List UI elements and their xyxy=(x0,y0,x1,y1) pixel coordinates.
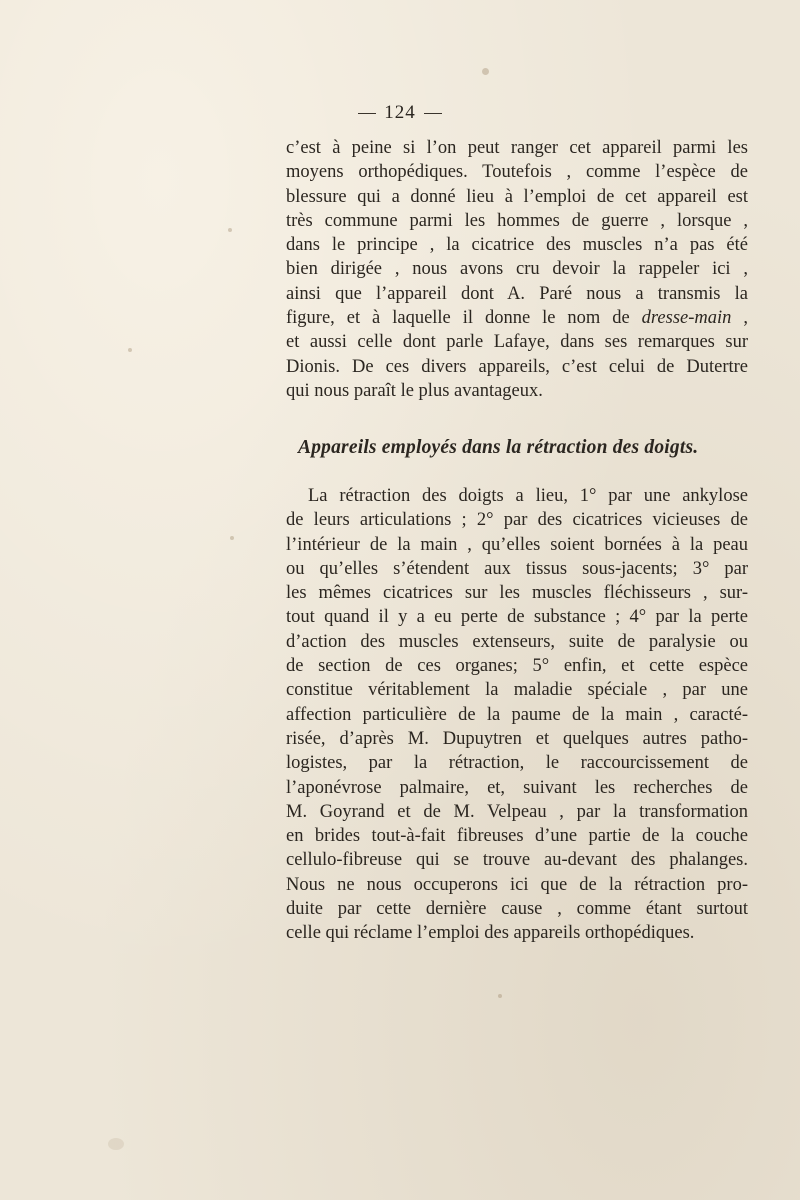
section-heading: Appareils employés dans la rétraction des doigts. xyxy=(298,437,699,458)
text-line: duite par cette dernière cause , comme étant surtout xyxy=(286,899,748,920)
italic-term: dresse-main xyxy=(641,308,732,329)
text-line: Nous ne nous occuperons ici que de la rétraction pro- xyxy=(286,874,748,895)
paper-spot xyxy=(228,228,232,232)
text-line: d’action des muscles extenseurs, suite de paralysie ou xyxy=(286,631,748,652)
text-line: tout quand il y a eu perte de substance ; 4° par la perte xyxy=(286,607,748,628)
page-number-dash-left xyxy=(358,113,376,114)
text-line: ou qu’elles s’étendent aux tissus sous-jacents; 3° par xyxy=(286,558,748,579)
text-line: cellulo-fibreuse qui se trouve au-devant des phalanges. xyxy=(286,850,748,871)
text-line: de section de ces organes; 5° enfin, et cette espèce xyxy=(286,656,748,677)
text-line-start: figure, et à laquelle il donne le nom de xyxy=(286,308,630,329)
paragraph-finger-retraction xyxy=(286,484,748,946)
text-line: bien dirigée , nous avons cru devoir la rappeler ici , xyxy=(286,259,748,280)
text-line: les mêmes cicatrices sur les muscles fléchisseurs , sur- xyxy=(286,583,748,604)
text-line xyxy=(286,306,748,330)
text-line: La rétraction des doigts a lieu, 1° par une ankylose xyxy=(308,486,748,506)
paper-spot xyxy=(108,1138,124,1150)
text-line: en brides tout-à-fait fibreuses d’une partie de la couche xyxy=(286,826,748,847)
text-line: et aussi celle dont parle Lafaye, dans ses remarques sur xyxy=(286,332,748,353)
text-line: l’intérieur de la main , qu’elles soient bornées à la peau xyxy=(286,534,748,555)
page-number-dash-right xyxy=(424,113,442,114)
text-line: M. Goyrand et de M. Velpeau , par la transformation xyxy=(286,801,748,822)
paragraph-orthopedic-apparatus xyxy=(286,136,748,403)
text-line: logistes, par la rétraction, le raccourcissement de xyxy=(286,753,748,774)
text-line: qui nous paraît le plus avantageux. xyxy=(286,380,543,401)
text-line: dans le principe , la cicatrice des muscles n’a pas été xyxy=(286,235,748,256)
text-line-end: , xyxy=(731,308,748,329)
text-line: l’aponévrose palmaire, et, suivant les recherches de xyxy=(286,777,748,798)
text-line: de leurs articulations ; 2° par des cicatrices vicieuses de xyxy=(286,510,748,531)
paper-spot xyxy=(498,994,502,998)
page-number-value: 124 xyxy=(384,102,416,123)
paper-spot xyxy=(230,536,234,540)
text-line: affection particulière de la paume de la main , caracté- xyxy=(286,704,748,725)
text-line: ainsi que l’appareil dont A. Paré nous a transmis la xyxy=(286,283,748,304)
paper-spot xyxy=(482,68,489,75)
text-line: risée, d’après M. Dupuytren et quelques autres patho- xyxy=(286,728,748,749)
text-line: Dionis. De ces divers appareils, c’est celui de Dutertre xyxy=(286,356,748,377)
paper-spot xyxy=(128,348,132,352)
page-number xyxy=(0,102,800,124)
text-line: blessure qui a donné lieu à l’emploi de cet appareil est xyxy=(286,186,748,207)
text-line: très commune parmi les hommes de guerre , lorsque , xyxy=(286,210,748,231)
text-line: celle qui réclame l’emploi des appareils orthopédiques. xyxy=(286,923,695,944)
text-line: moyens orthopédiques. Toutefois , comme l’espèce de xyxy=(286,162,748,183)
text-line: constitue véritablement la maladie spéciale , par une xyxy=(286,680,748,701)
text-line: c’est à peine si l’on peut ranger cet appareil parmi les xyxy=(286,138,748,158)
